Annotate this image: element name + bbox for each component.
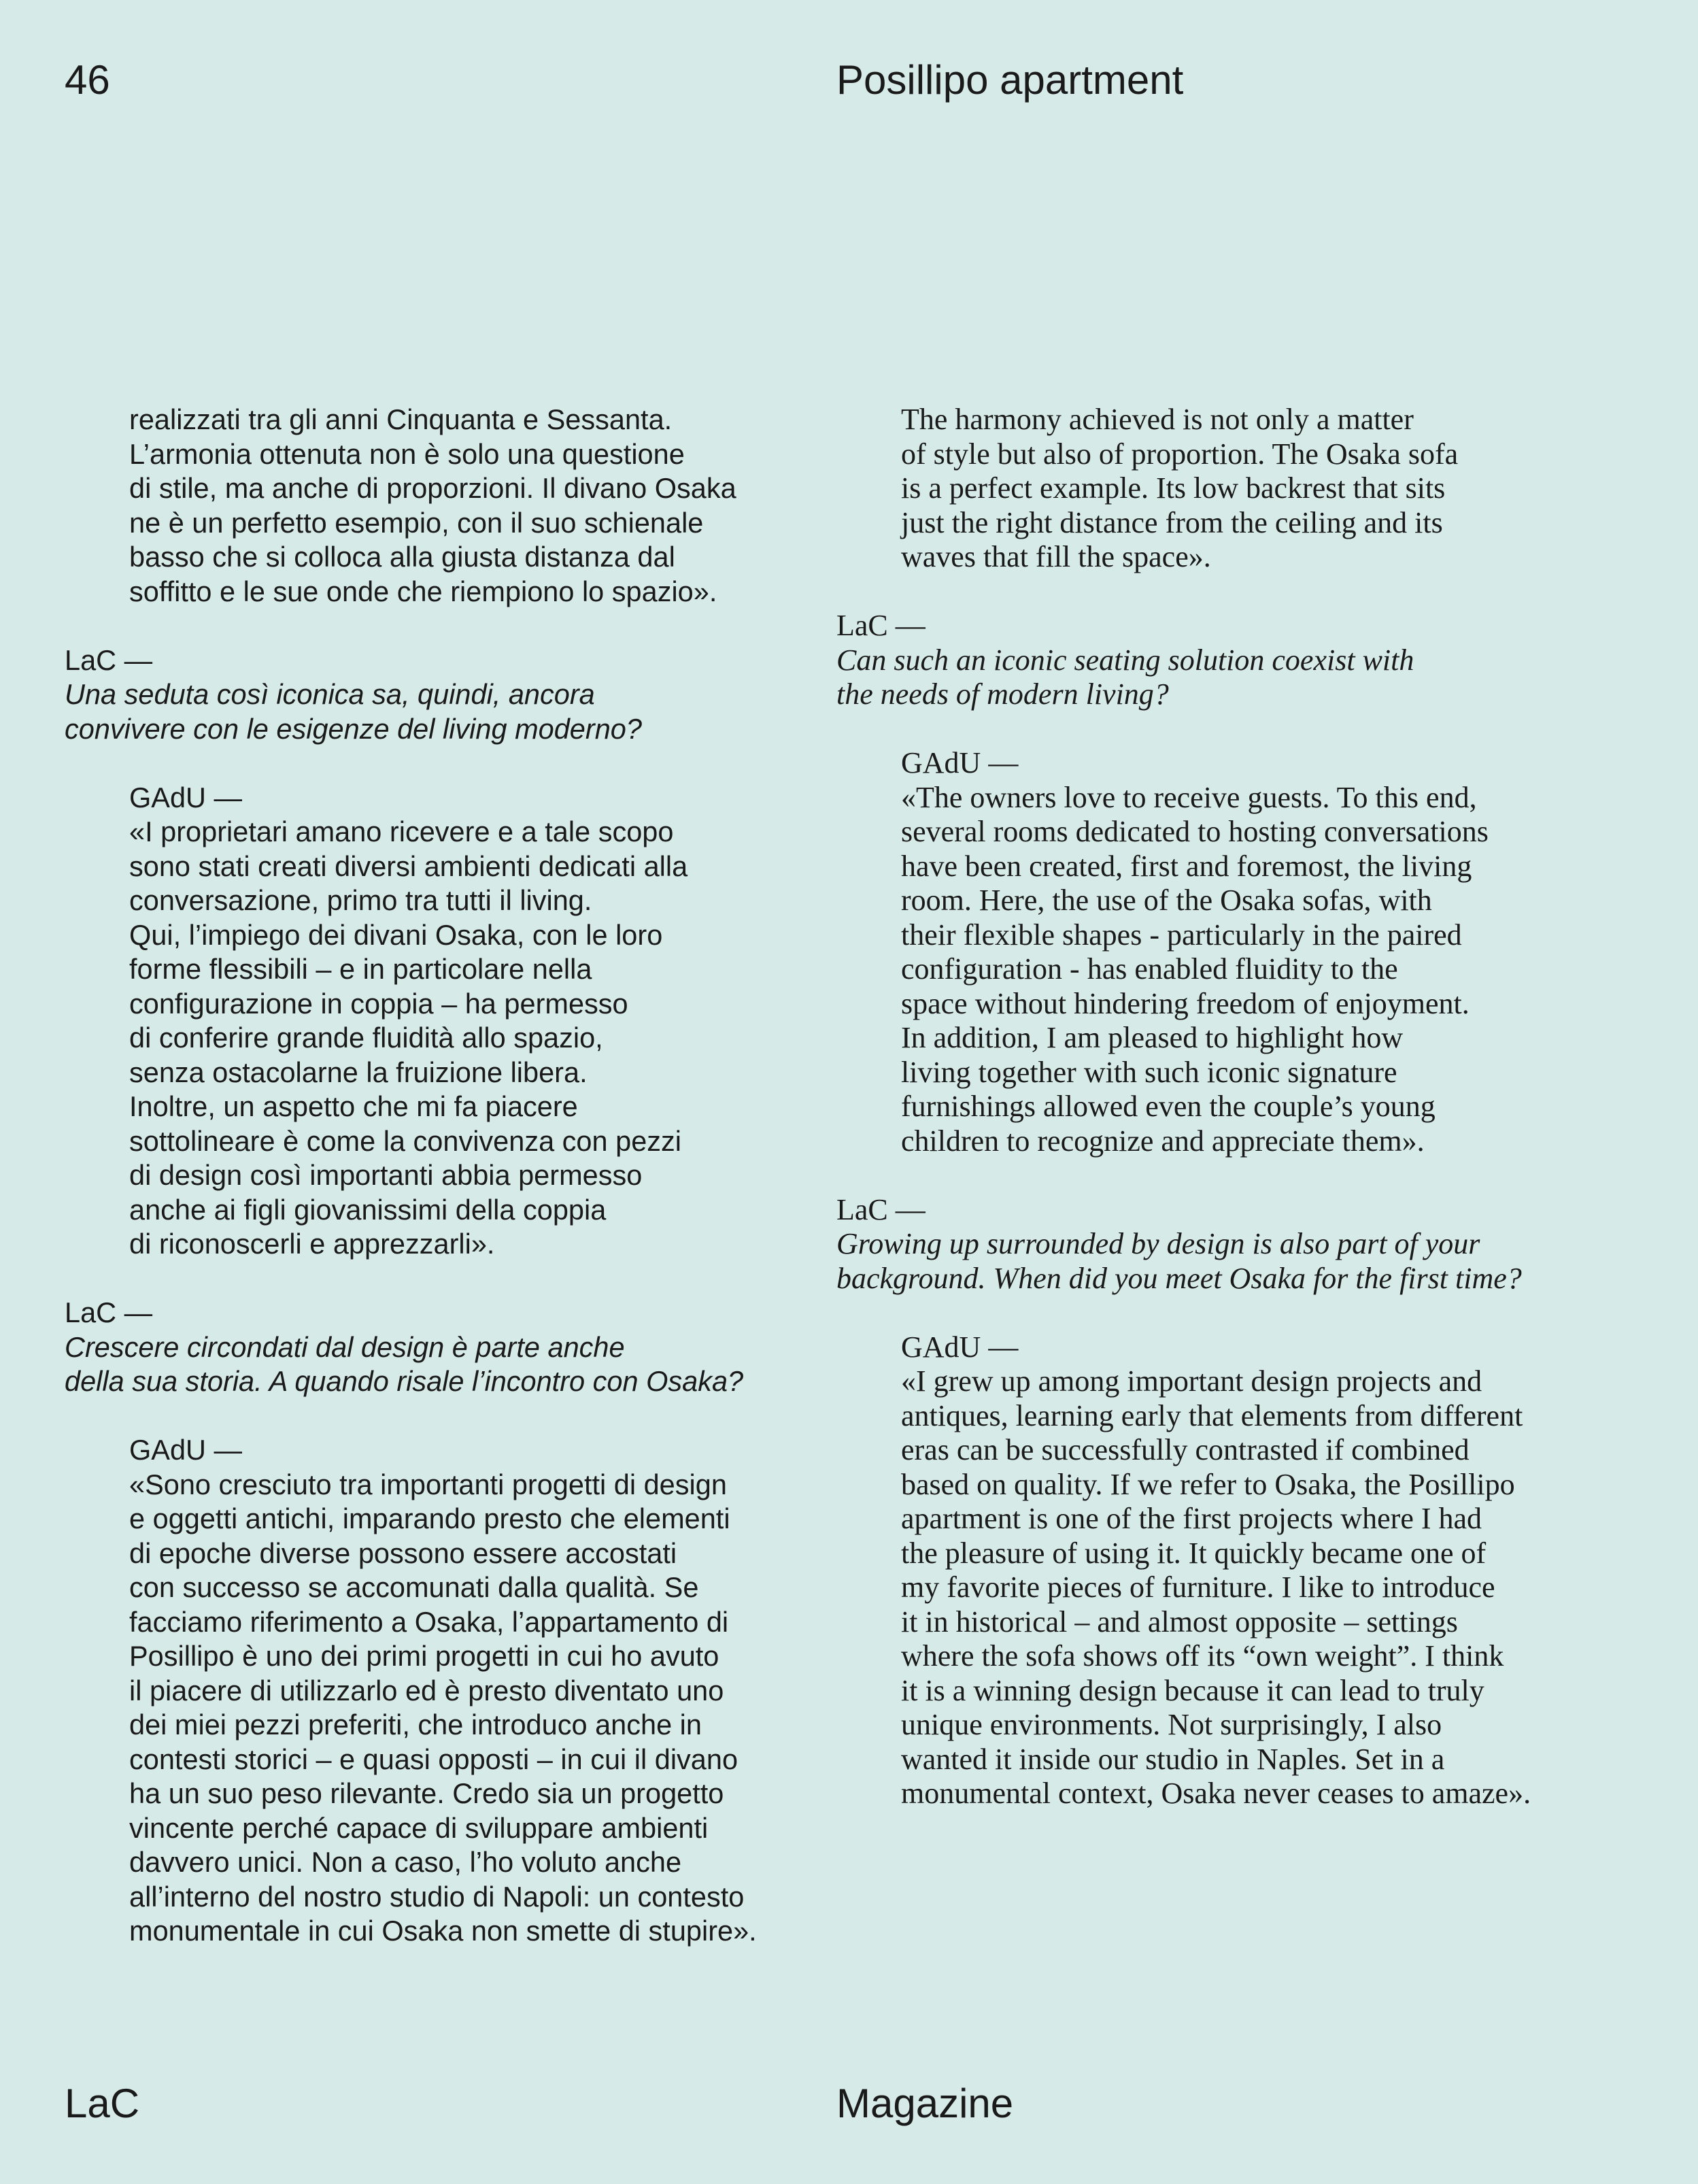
answer-text-it-1: «I proprietari amano ricevere e a tale scopo sono stati creati diversi ambienti dedicati alla conversazione, primo tra tutti il living. Qui, l’impiego dei divani Osaka, con le loro forme flessibili – e in particolare nella configurazione in coppia – ha permesso di conferire grande fluidità allo spazio, senza ostacolarne la fruizione libera. Inoltre, un aspetto che mi fa piacere sottolineare è come la convivenza con pezzi di design così importanti abbia permesso anche ai figli giovanissimi della coppia di riconoscerli e apprezzarli».	[129, 816, 688, 1260]
page-number: 46	[65, 57, 110, 103]
question-label-it-1: LaC —	[65, 643, 153, 676]
question-label-it-2: LaC —	[65, 1296, 153, 1328]
italian-column	[65, 403, 826, 1949]
answer-label-en-2: GAdU —	[901, 1330, 1019, 1364]
answer-text-it-2: «Sono cresciuto tra importanti progetti di design e oggetti antichi, imparando presto che elementi di epoche diverse possono essere accostati con successo se accomunati dalla qualità. Se facciamo riferimento a Osaka, l’appartamento di Posillipo è uno dei primi progetti in cui ho avuto il piacere di utilizzarlo ed è presto diventato uno dei miei pezzi preferiti, che introduco anche in contesti storici – e quasi opposti – in cui il divano ha un suo peso rilevante. Credo sia un progetto vincente perché capace di sviluppare ambienti davvero unici. Non a caso, l’ho voluto anche all’interno del nostro studio di Napoli: un contesto monumentale in cui Osaka non smette di stupire».	[129, 1468, 757, 1947]
question-label-en-1: LaC —	[836, 609, 926, 642]
question-text-it-1: Una seduta così iconica sa, quindi, ancora convivere con le esigenze del living moderno?	[65, 678, 642, 745]
page-title: Posillipo apartment	[836, 57, 1184, 103]
question-label-en-2: LaC —	[836, 1192, 926, 1226]
question-text-en-2: Growing up surrounded by design is also part of your background. When did you meet Osaka for the first time?	[836, 1227, 1522, 1295]
answer-text-en-1: «The owners love to receive guests. To this end, several rooms dedicated to hosting conversations have been created, first and foremost, the living room. Here, the use of the Osaka sofas, with their flexible shapes - particularly in the paired configuration - has enabled fluidity to the space without hindering freedom of enjoyment. In addition, I am pleased to highlight how living together with such iconic signature furnishings allowed even the couple’s young children to recognize and appreciate them».	[901, 780, 1489, 1158]
intro-paragraph-it: realizzati tra gli anni Cinquanta e Sessanta. L’armonia ottenuta non è solo una questione di stile, ma anche di proporzioni. Il divano Osaka ne è un perfetto esempio, con il suo schienale basso che si colloca alla giusta distanza dal soffitto e le sue onde che riempiono lo spazio».	[129, 403, 736, 607]
answer-label-en-1: GAdU —	[901, 746, 1019, 779]
answer-label-it-1: GAdU —	[129, 781, 243, 813]
question-text-it-2: Crescere circondati dal design è parte anche della sua storia. A quando risale l’incontro con Osaka?	[65, 1330, 744, 1397]
english-column	[836, 403, 1618, 1811]
answer-text-en-2: «I grew up among important design projects and antiques, learning early that elements from different eras can be successfully contrasted if combined based on quality. If we refer to Osaka, the Posillipo apartment is one of the first projects where I had the pleasure of using it. It quickly became one of my favorite pieces of furniture. I like to introduce it in historical – and almost opposite – settings where the sofa shows off its “own weight”. I think it is a winning design because it can lead to truly unique environments. Not surprisingly, I also wanted it inside our studio in Naples. Set in a monumental context, Osaka never ceases to amaze».	[901, 1364, 1531, 1810]
footer-publication: LaC	[65, 2081, 140, 2126]
answer-label-it-2: GAdU —	[129, 1434, 243, 1466]
intro-paragraph-en: The harmony achieved is not only a matter of style but also of proportion. The Osaka sofa is a perfect example. Its low backrest that sits just the right distance from the ceiling and its waves that fill the space».	[901, 403, 1459, 573]
footer-section: Magazine	[836, 2081, 1014, 2126]
question-text-en-1: Can such an iconic seating solution coexist with the needs of modern living?	[836, 643, 1414, 711]
